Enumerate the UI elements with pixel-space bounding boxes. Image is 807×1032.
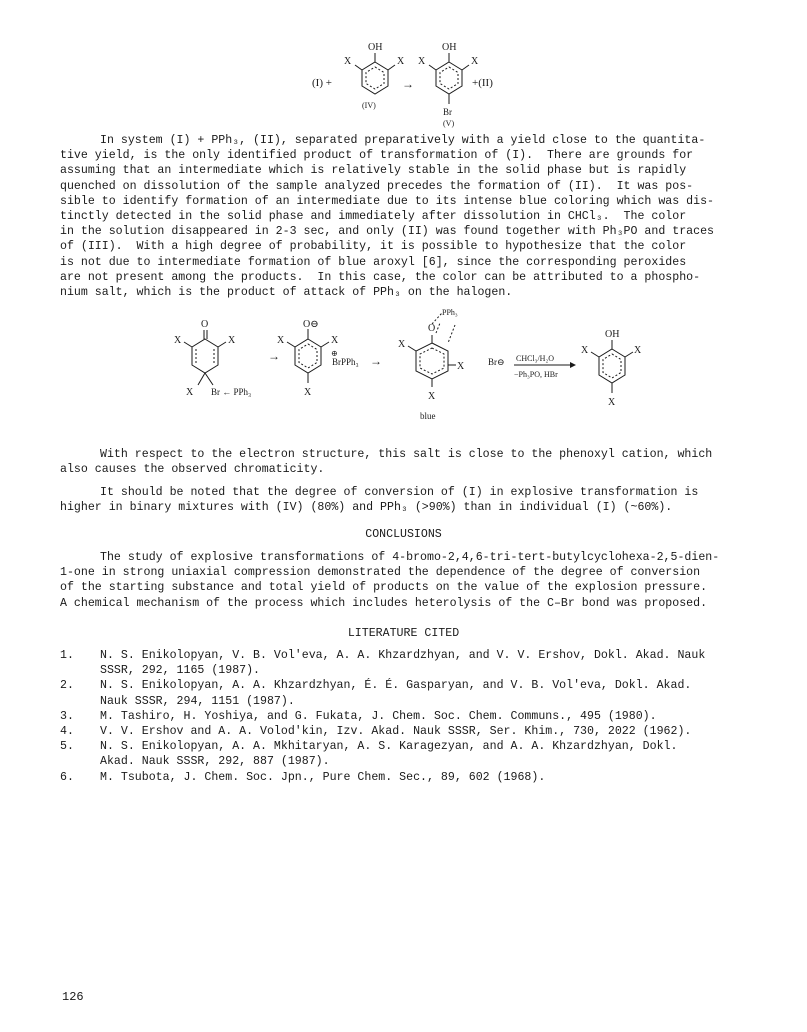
reaction-scheme-1	[300, 38, 530, 138]
molecule-iv	[344, 42, 405, 110]
molecule-v	[418, 42, 479, 128]
svg-text:X: X	[331, 335, 339, 346]
conclusions-heading: CONCLUSIONS	[365, 528, 442, 541]
reference-list	[60, 648, 760, 785]
svg-text:X: X	[471, 56, 479, 67]
scheme1-right-label: +(II)	[472, 77, 493, 89]
conditions-top: CHCl₃/H₂O	[516, 354, 555, 363]
scheme2-arrow-2: →	[370, 354, 382, 368]
reference-item: 3. M. Tashiro, H. Yoshiya, and G. Fukata, J. Chem. Soc. Chem. Communs., 495 (1980).	[60, 709, 657, 723]
svg-text:O⊖: O⊖	[303, 319, 319, 330]
svg-text:X: X	[186, 387, 194, 398]
svg-text:O: O	[428, 323, 436, 334]
svg-text:X: X	[174, 335, 182, 346]
svg-text:X: X	[418, 56, 426, 67]
svg-text:OH: OH	[368, 42, 383, 53]
svg-text:X: X	[457, 361, 465, 372]
paragraph-conclusions: The study of explosive transformations of 4-bromo-2,4,6-tri-tert-butylcyclohexa-2,5-dien- 1-one in strong uniaxial compression demonstrated the dependence of the degree of conversion of the starting substance and total yield of products on the value of the explosion pressure. A chemical mechanism of the process which includes heterolysis of the C–Br bond was proposed.	[60, 551, 720, 610]
svg-text:(IV): (IV)	[362, 101, 376, 110]
reference-item: 2. N. S. Enikolopyan, A. A. Khzardzhyan, É. É. Gasparyan, and V. B. Vol'eva, Dokl. Akad. Nauk SSSR, 294, 1151 (1987).	[60, 679, 692, 708]
svg-text:OH: OH	[605, 329, 620, 340]
svg-text:X: X	[228, 335, 236, 346]
molecule-blue-complex	[398, 308, 465, 421]
bromide-ion: Br⊖	[488, 357, 505, 367]
molecule-phenol-product	[581, 329, 642, 408]
molecule-bromo-dienone	[174, 319, 251, 398]
svg-text:X: X	[398, 339, 406, 350]
svg-text:X: X	[397, 56, 405, 67]
svg-text:(V): (V)	[443, 119, 455, 128]
svg-text:Br: Br	[443, 107, 452, 117]
reference-item: 5. N. S. Enikolopyan, A. A. Mkhitaryan, A. S. Karagezyan, and A. A. Khzardzhyan, Dokl. Akad. Nauk SSSR, 292, 887 (1987).	[60, 740, 678, 769]
svg-text:⊕: ⊕	[331, 349, 338, 358]
paragraph-3: It should be noted that the degree of conversion of (I) in explosive transformation is higher in binary mixtures with (IV) (80%) and PPh₃ (>90%) than in individual (I) (~60%).	[60, 486, 699, 515]
paragraph-1: In system (I) + PPh₃, (II), separated preparatively with a yield close to the quantita- tive yield, is the only identified product of transformation of (I). There are grounds for assuming that an intermediate which is relatively stable in the solid phase but is rapidly quenched on dissolution of the sample analyzed precedes the formation of (II). It was pos- sible to identify formation of an intermediate due to its intense blue coloring which was dis- tinctly detected in the solid phase and immediately after dissolution in CHCl₃. The color in the solution disappeared in 2-3 sec, and only (II) was found together with Ph₃PO and traces of (III). With a high degree of probability, it is possible to hypothesize that the color is not due to intermediate formation of blue aroxyl [6], since the corresponding peroxides are not present among the products. In this case, the color can be attributed to a phospho- nium salt, which is the product of attack of PPh₃ on the halogen.	[60, 134, 714, 300]
svg-text:O: O	[201, 319, 209, 330]
svg-text:OH: OH	[442, 42, 457, 53]
svg-text:PPh₃: PPh₃	[442, 308, 458, 317]
scheme1-arrow: →	[402, 77, 414, 91]
svg-text:Br ← PPh₃: Br ← PPh₃	[211, 387, 252, 397]
reaction-scheme-2	[170, 305, 650, 425]
svg-text:blue: blue	[420, 411, 436, 421]
svg-text:X: X	[634, 345, 642, 356]
reference-item: 6. M. Tsubota, J. Chem. Soc. Jpn., Pure Chem. Sec., 89, 602 (1968).	[60, 770, 546, 784]
svg-text:X: X	[277, 335, 285, 346]
svg-text:X: X	[304, 387, 312, 398]
scheme1-left-label: (I) +	[312, 77, 332, 89]
svg-text:X: X	[428, 391, 436, 402]
molecule-phenoxide-salt	[277, 319, 359, 398]
page-number: 126	[62, 990, 84, 1004]
svg-text:X: X	[344, 56, 352, 67]
reference-item: 4. V. V. Ershov and A. A. Volod'kin, Izv. Akad. Nauk SSSR, Ser. Khim., 730, 2022 (1962).	[60, 725, 692, 739]
scheme2-arrow-1: →	[268, 349, 280, 363]
reference-item: 1. N. S. Enikolopyan, V. B. Vol'eva, A. A. Khzardzhyan, and V. V. Ershov, Dokl. Akad. Nauk SSSR, 292, 1165 (1987).	[60, 649, 706, 678]
svg-text:X: X	[608, 397, 616, 408]
svg-text:X: X	[581, 345, 589, 356]
literature-heading: LITERATURE CITED	[347, 627, 460, 640]
paragraph-2: With respect to the electron structure, this salt is close to the phenoxyl cation, which also causes the observed chromaticity.	[60, 448, 713, 477]
svg-text:BrPPh₃: BrPPh₃	[332, 357, 359, 367]
conditions-bottom: −Ph₃PO, HBr	[514, 370, 558, 379]
